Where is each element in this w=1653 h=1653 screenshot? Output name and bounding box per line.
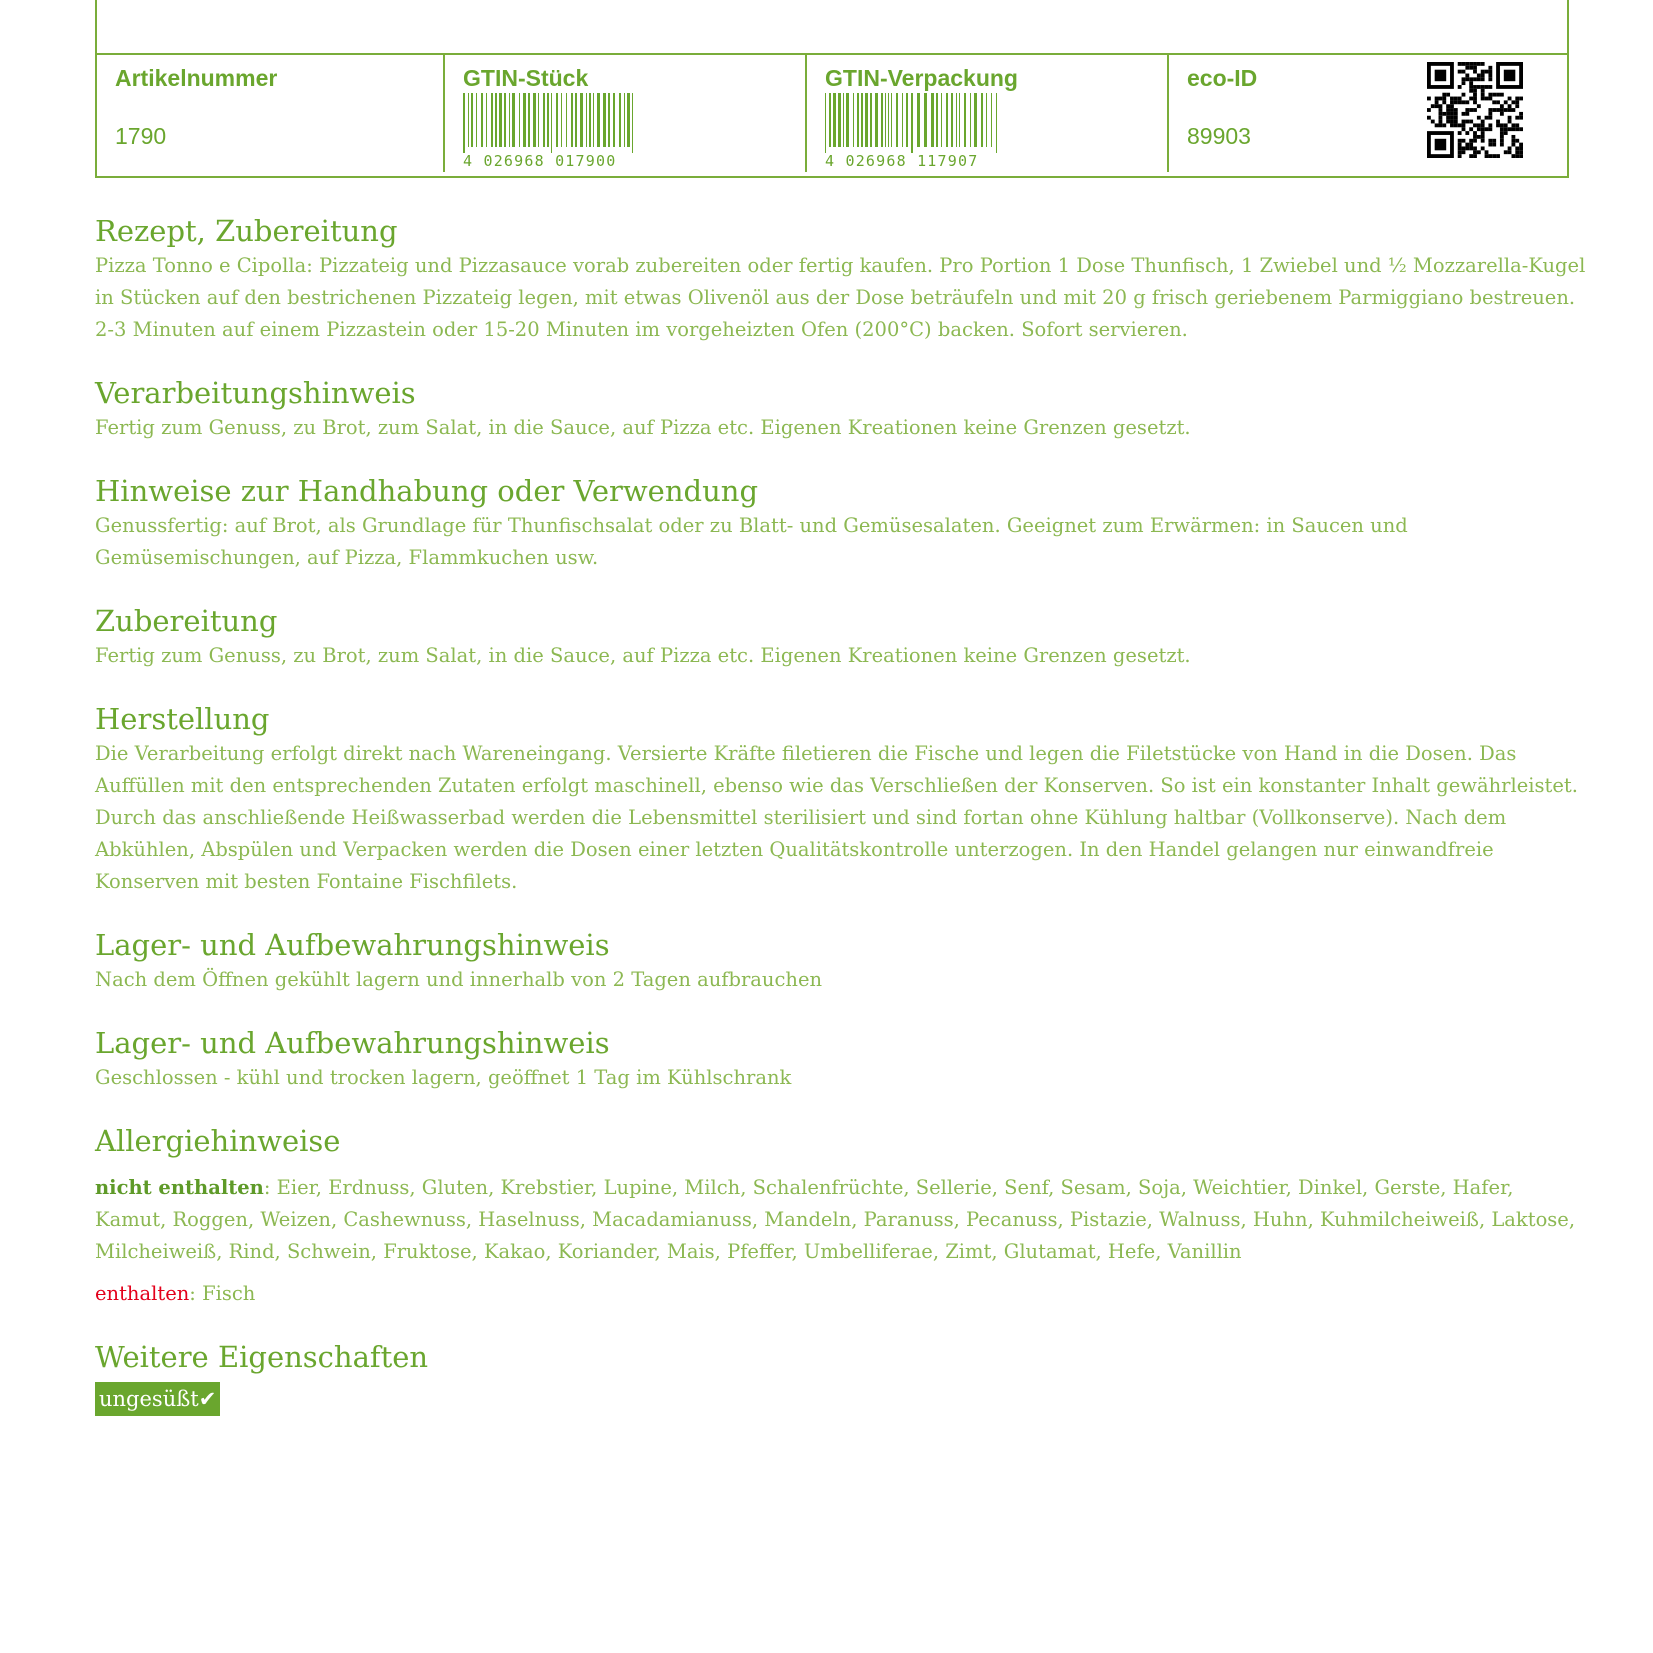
section-title: Allergiehinweise [95,1124,341,1158]
section-title: Lager- und Aufbewahrungshinweis [95,928,610,962]
section-handhabung [95,472,1590,574]
content-area [95,212,1590,1444]
section-title: Lager- und Aufbewahrungshinweis [95,1026,610,1060]
artikel-label: Artikelnummer [115,65,278,91]
allergy-not-contained [95,1172,1590,1268]
section-zubereitung [95,602,1590,672]
allergy-block [95,1172,1590,1310]
section-herstellung [95,700,1590,898]
section-text: Geschlossen - kühl und trocken lagern, geöffnet 1 Tag im Kühlschrank [95,1066,792,1089]
gtin-verpackung-cell [807,55,1169,172]
section-title: Zubereitung [95,604,278,638]
contained-label: enthalten [95,1282,190,1305]
qr-code-icon [1427,62,1523,158]
section-text: Fertig zum Genuss, zu Brot, zum Salat, in die Sauce, auf Pizza etc. Eigenen Kreationen keine Grenzen gesetzt. [95,416,1191,439]
barcode-verpackung-icon [825,93,1000,153]
section-title: Verarbeitungshinweis [95,376,416,410]
section-text: Pizza Tonno e Cipolla: Pizzateig und Pizzasauce vorab zubereiten oder fertig kaufen. Pro Portion 1 Dose Thunfisch, 1 Zwiebel und ½ Mozzarella-Kugel in Stücken auf den bestrichenen Pizzateig legen, mit etwas Olivenöl aus der Dose beträufeln und mit 20 g frisch geriebenem Parmiggiano bestreuen. 2-3 Minuten auf einem Pizzastein oder 15-20 Minuten im vorgeheizten Ofen (200°C) backen. Sofort servieren. [95,254,1586,341]
section-rezept [95,212,1590,346]
allergy-contained [95,1278,1590,1310]
eco-id-label: eco-ID [1187,65,1258,91]
not-contained-label: nicht enthalten [95,1176,264,1199]
gtin-stueck-cell [445,55,807,172]
section-eigenschaften [95,1338,1590,1416]
gtin-stueck-digits: 4 026968 017900 [463,152,617,170]
not-contained-list: : Eier, Erdnuss, Gluten, Krebstier, Lupine, Milch, Schalenfrüchte, Sellerie, Senf, Sesam, Soja, Weichtier, Dinkel, Gerste, Hafer, Kamut, Roggen, Weizen, Cashewnuss, Haselnuss, Macadamianuss, Mandeln, Paranuss, Pecanuss, Pistazie, Walnuss, Huhn, Kuhmilcheiweiß, Laktose, Milcheiweiß, Rind, Schwein, Fruktose, Kakao, Koriander, Mais, Pfeffer, Umbelliferae, Zimt, Glutamat, Hefe, Vanillin [95,1176,1576,1263]
gtin-verpackung-label: GTIN-Verpackung [825,65,1018,91]
section-title: Herstellung [95,702,270,736]
property-badge: ungesüßt✔ [95,1382,220,1416]
gtin-verpackung-digits: 4 026968 117907 [825,152,979,170]
gtin-stueck-label: GTIN-Stück [463,65,589,91]
section-title: Weitere Eigenschaften [95,1340,429,1374]
section-verarbeitung [95,374,1590,444]
section-lager-1 [95,926,1590,996]
contained-list: : Fisch [189,1282,256,1305]
section-lager-2 [95,1024,1590,1094]
section-allergie [95,1122,1590,1310]
artikel-value: 1790 [115,123,167,149]
section-title: Hinweise zur Handhabung oder Verwendung [95,474,759,508]
section-text: Nach dem Öffnen gekühlt lagern und innerhalb von 2 Tagen aufbrauchen [95,968,823,991]
section-text: Die Verarbeitung erfolgt direkt nach Wareneingang. Versierte Kräfte filetieren die Fische und legen die Filetstücke von Hand in die Dosen. Das Auffüllen mit den entsprechenden Zutaten erfolgt maschinell, ebenso wie das Verschließen der Konserven. So ist ein konstanter Inhalt gewährleistet. Durch das anschließende Heißwasserbad werden die Lebensmittel sterilisiert und sind fortan ohne Kühlung haltbar (Vollkonserve). Nach dem Abkühlen, Abspülen und Verpacken werden die Dosen einer letzten Qualitätskontrolle unterzogen. In den Handel gelangen nur einwandfreie Konserven mit besten Fontaine Fischfilets. [95,742,1578,893]
section-text: Genussfertig: auf Brot, als Grundlage für Thunfischsalat oder zu Blatt- und Gemüsesalaten. Geeignet zum Erwärmen: in Saucen und Gemüsemischungen, auf Pizza, Flammkuchen usw. [95,514,1408,569]
barcode-stueck-icon [463,93,638,153]
section-title: Rezept, Zubereitung [95,214,398,248]
eco-id-value: 89903 [1187,123,1251,149]
artikel-cell [97,55,445,172]
section-text: Fertig zum Genuss, zu Brot, zum Salat, in die Sauce, auf Pizza etc. Eigenen Kreationen keine Grenzen gesetzt. [95,644,1191,667]
product-info-table [95,0,1569,178]
